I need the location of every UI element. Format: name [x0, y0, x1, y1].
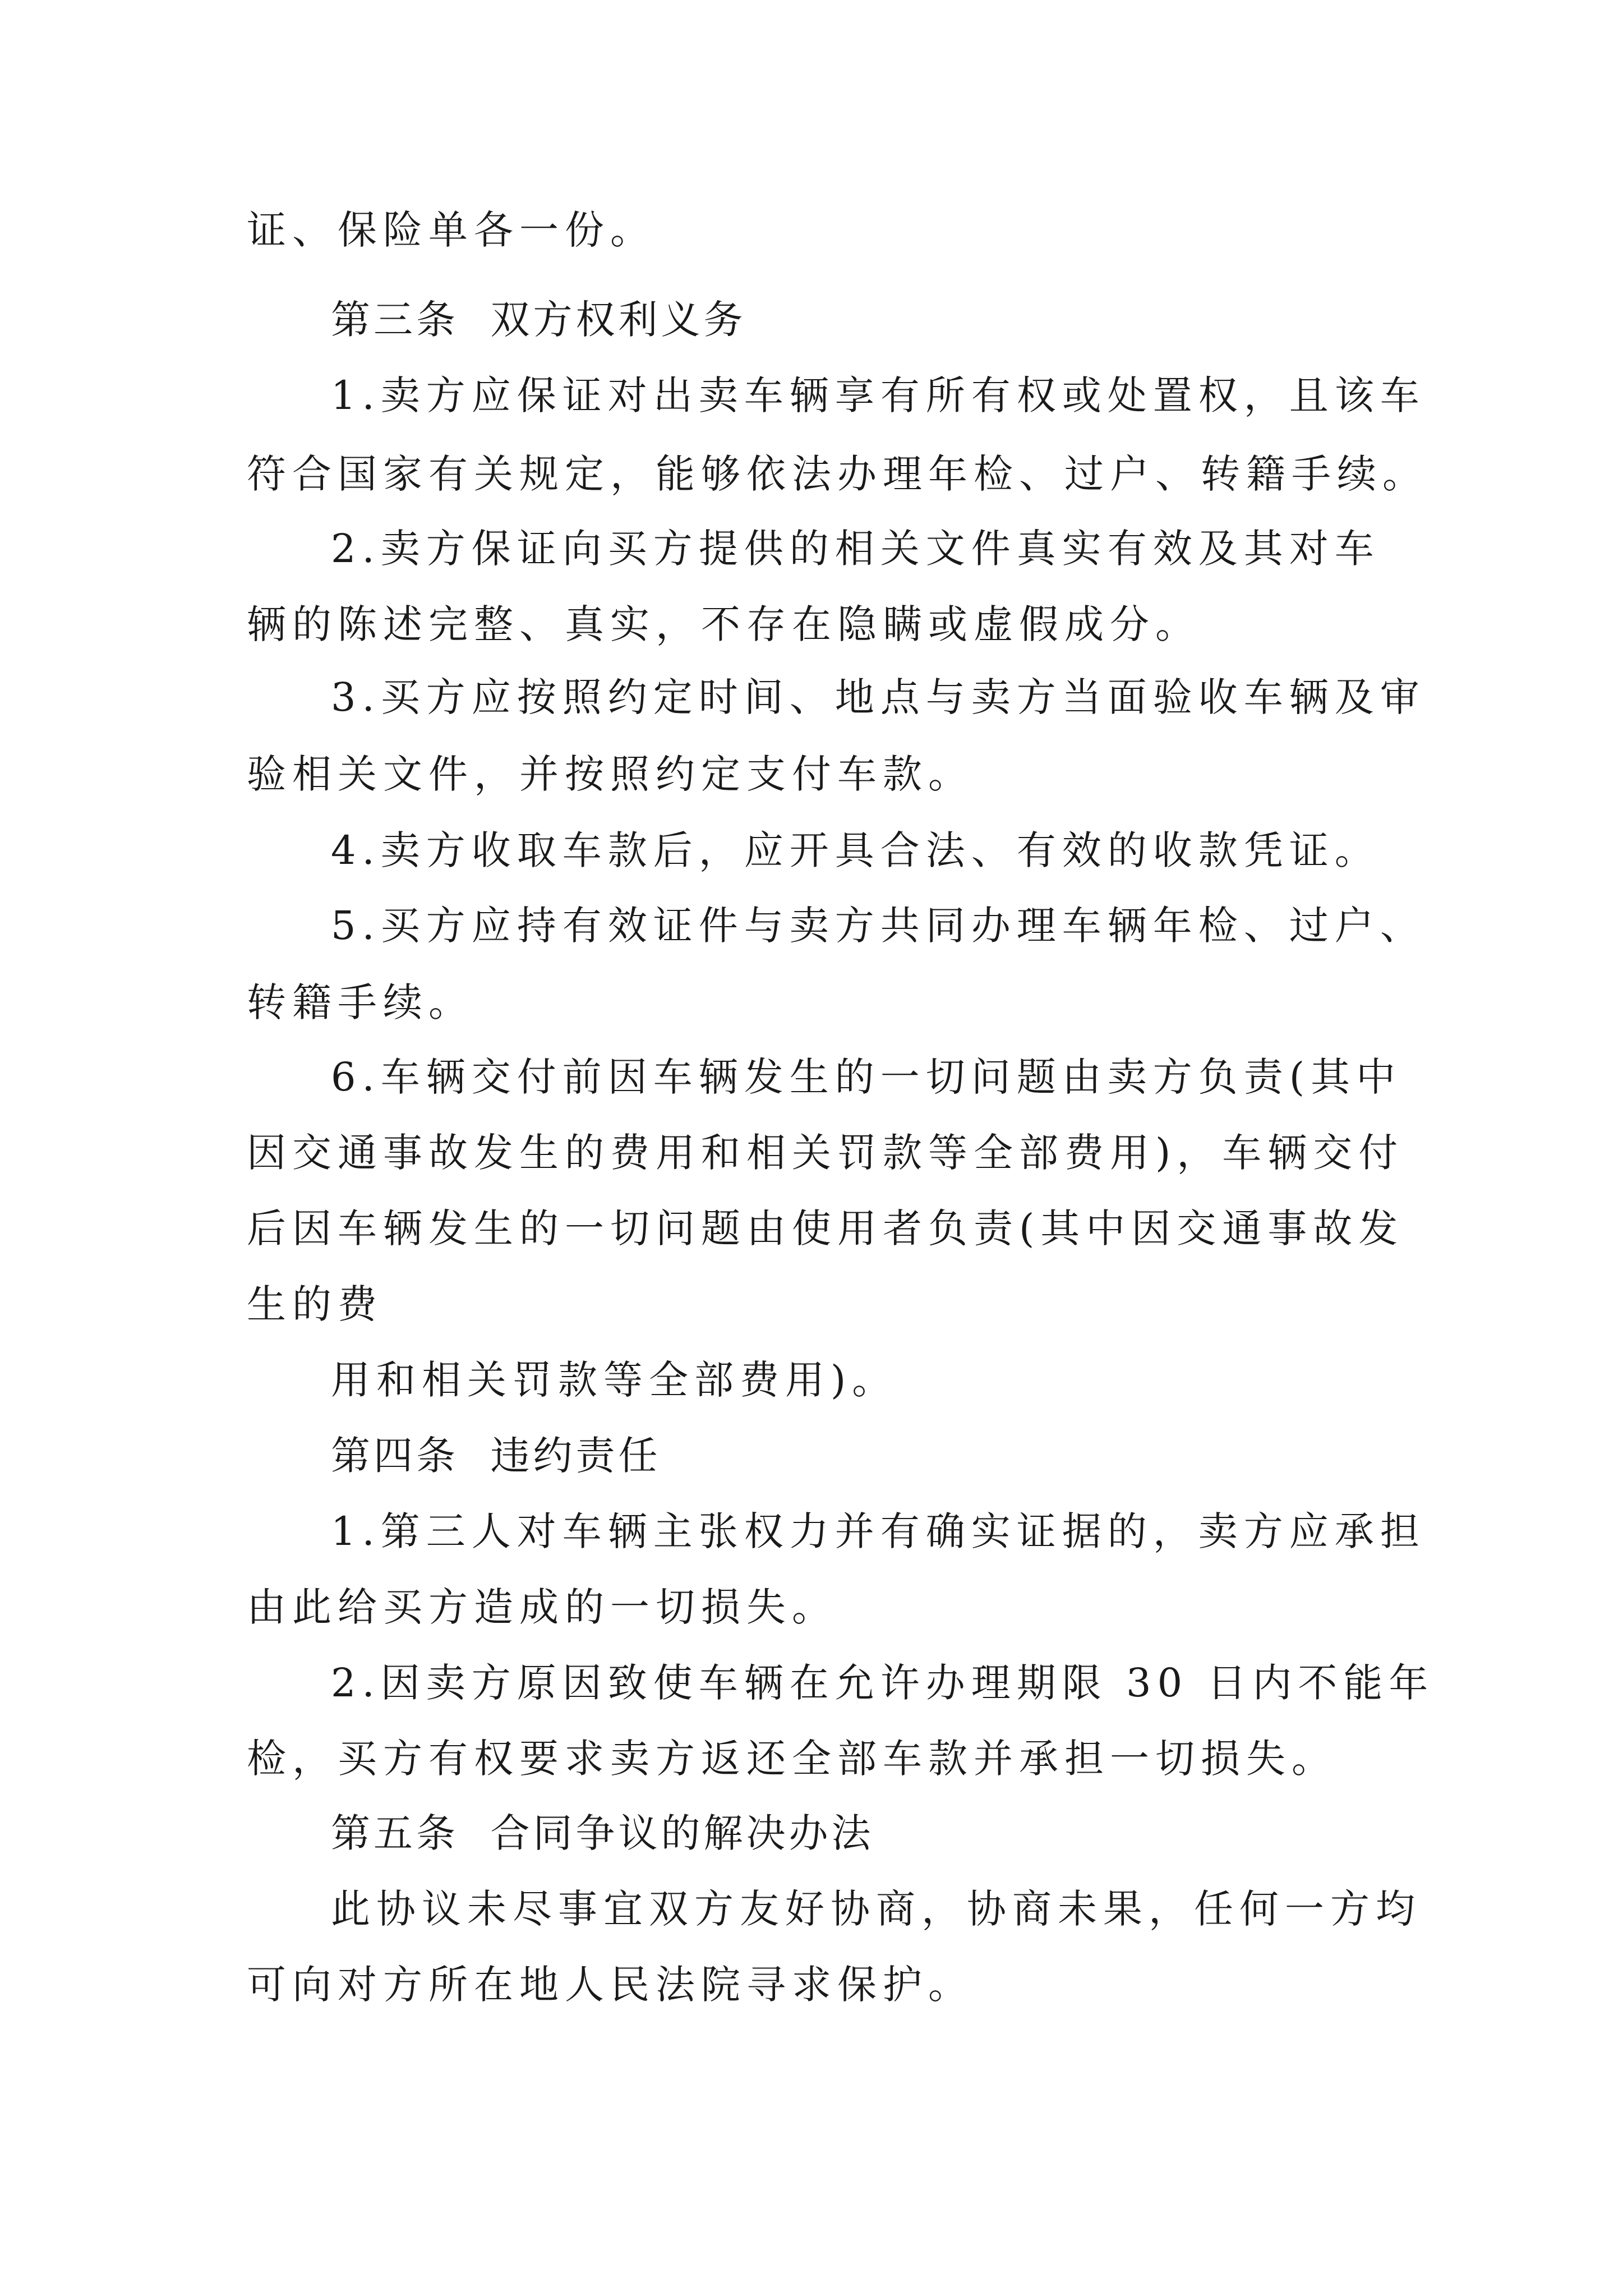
section-heading: 第五条 合同争议的解决办法	[331, 1810, 874, 1856]
section-heading: 第三条 双方权利义务	[331, 297, 746, 343]
text-line: 证、保险单各一份。	[247, 207, 656, 253]
text-line: 转籍手续。	[247, 979, 474, 1025]
text-line: 3.买方应按照约定时间、地点与卖方当面验收车辆及审	[331, 674, 1426, 720]
section-heading: 第四条 违约责任	[331, 1433, 661, 1479]
text-line: 可向对方所在地人民法院寻求保护。	[247, 1962, 974, 2008]
text-line: 符合国家有关规定，能够依法办理年检、过户、转籍手续。	[247, 451, 1428, 497]
text-line: 2.卖方保证向买方提供的相关文件真实有效及其对车	[331, 526, 1380, 572]
text-line: 辆的陈述完整、真实，不存在隐瞒或虚假成分。	[247, 601, 1201, 647]
text-line: 2.因卖方原因致使车辆在允许办理期限 30 日内不能年	[331, 1660, 1435, 1706]
text-line: 此协议未尽事宜双方友好协商，协商未果，任何一方均	[331, 1886, 1421, 1932]
text-line: 6.车辆交付前因车辆发生的一切问题由卖方负责(其中	[331, 1054, 1402, 1100]
text-line: 4.卖方收取车款后，应开具合法、有效的收款凭证。	[331, 827, 1380, 873]
text-line: 1.卖方应保证对出卖车辆享有所有权或处置权，且该车	[331, 372, 1426, 418]
text-line: 因交通事故发生的费用和相关罚款等全部费用)，车辆交付	[247, 1130, 1404, 1176]
text-line: 检，买方有权要求卖方返还全部车款并承担一切损失。	[247, 1736, 1337, 1782]
text-line: 用和相关罚款等全部费用)。	[331, 1357, 898, 1403]
text-line: 后因车辆发生的一切问题由使用者负责(其中因交通事故发	[247, 1205, 1404, 1251]
text-line: 验相关文件，并按照约定支付车款。	[247, 751, 974, 797]
text-line: 5.买方应持有效证件与卖方共同办理车辆年检、过户、	[331, 903, 1426, 949]
text-line: 生的费	[247, 1281, 383, 1327]
text-line: 由此给买方造成的一切损失。	[247, 1584, 837, 1630]
text-line: 1.第三人对车辆主张权力并有确实证据的，卖方应承担	[331, 1508, 1426, 1554]
